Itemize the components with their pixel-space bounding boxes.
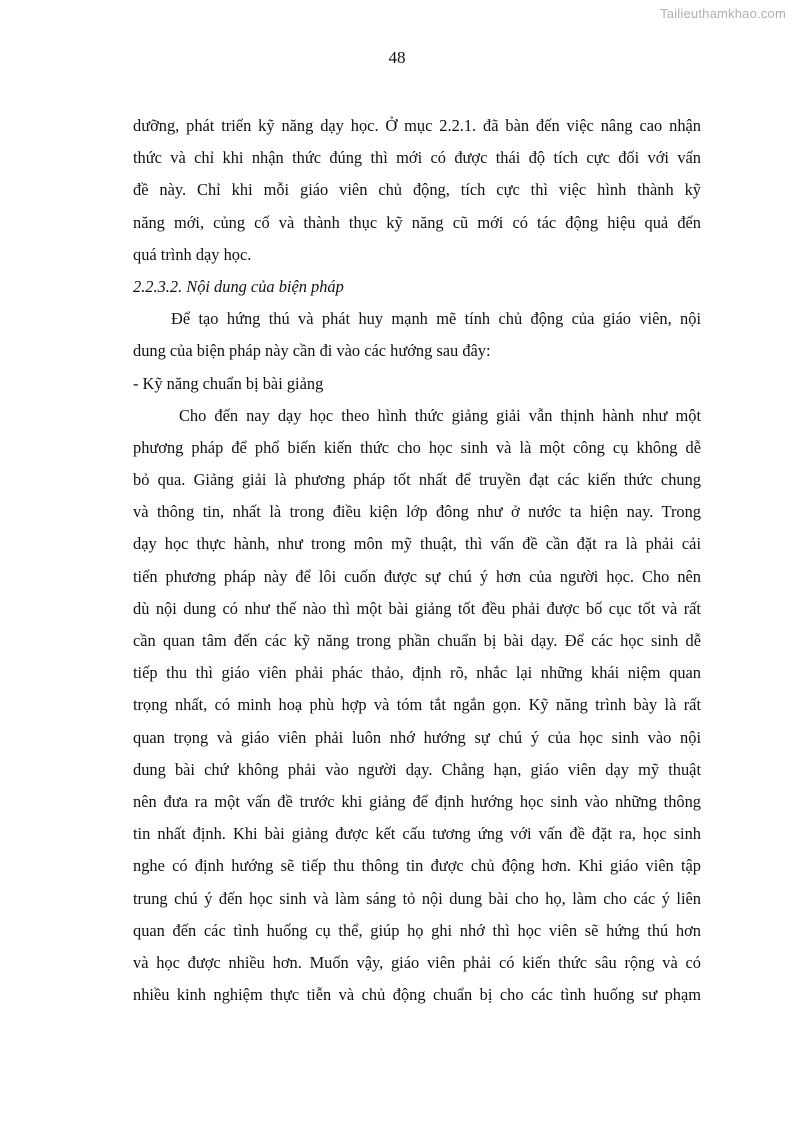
text-line: dù nội dung có như thế nào thì một bài giảng tốt đều phải được bố cục tốt và rất (133, 598, 701, 618)
list-item: - Kỹ năng chuẩn bị bài giảng (133, 373, 324, 393)
page-number: 48 (388, 48, 406, 67)
text-line: Để tạo hứng thú và phát huy mạnh mẽ tính chủ động của giáo viên, nội (171, 309, 701, 329)
text-line: quá trình dạy học. (133, 244, 252, 264)
watermark-text: Tailieuthamkhao.com (660, 6, 786, 21)
text-line: dạy học thực hành, như trong môn mỹ thuật, thì vấn đề cần đặt ra là phải cải (133, 534, 701, 554)
text-line: quan trọng và giáo viên phải luôn nhớ hướng sự chú ý của học sinh vào nội (133, 727, 701, 747)
document-body (133, 110, 701, 1011)
text-line: đề này. Chỉ khi mỗi giáo viên chủ động, tích cực thì việc hình thành kỹ (133, 180, 701, 200)
text-line: tiếp thu thì giáo viên phải phác thảo, định rõ, nhắc lại những khái niệm quan (133, 663, 701, 683)
paragraph-2 (133, 303, 701, 367)
paragraph-3 (133, 400, 701, 1012)
text-line: quan đến các tình huống cụ thể, giúp họ ghi nhớ thì học viên sẽ hứng thú hơn (133, 920, 701, 940)
text-line: Cho đến nay dạy học theo hình thức giảng giải vẫn thịnh hành như một (179, 405, 701, 425)
text-line: tin nhất định. Khi bài giảng được kết cấu tương ứng với vấn đề đặt ra, học sinh (133, 824, 701, 844)
paragraph-1 (133, 110, 701, 271)
text-line: phương pháp để phổ biến kiến thức cho học sinh và là một công cụ không dễ (133, 437, 701, 457)
text-line: và học được nhiều hơn. Muốn vậy, giáo viên phải có kiến thức sâu rộng và có (133, 952, 701, 972)
text-line: dung bài chứ không phải vào người dạy. Chẳng hạn, giáo viên dạy mỹ thuật (133, 759, 701, 779)
text-line: thức và chỉ khi nhận thức đúng thì mới có được thái độ tích cực đối với vấn (133, 148, 701, 168)
text-line: trung chú ý đến học sinh và làm sáng tỏ nội dung bài cho họ, làm cho các ý liên (133, 888, 701, 908)
text-line: và thông tin, nhất là trong điều kiện lớp đông như ở nước ta hiện nay. Trong (133, 502, 701, 522)
text-line: bỏ qua. Giảng giải là phương pháp tốt nhất để truyền đạt các kiến thức chung (133, 470, 701, 490)
text-line: dưỡng, phát triển kỹ năng dạy học. Ở mục 2.2.1. đã bàn đến việc nâng cao nhận (133, 116, 701, 135)
text-line: dung của biện pháp này cần đi vào các hướng sau đây: (133, 341, 491, 361)
text-line: nghe có định hướng sẽ tiếp thu thông tin được chủ động hơn. Khi giáo viên tập (133, 856, 701, 876)
text-line: năng mới, củng cố và thành thục kỹ năng cũ mới có tác động hiệu quả đến (133, 212, 701, 232)
text-line: trọng nhất, có minh hoạ phù hợp và tóm tắt ngắn gọn. Kỹ năng trình bày là rất (133, 695, 701, 715)
text-line: tiến phương pháp này để lôi cuốn được sự chú ý hơn của người học. Cho nên (133, 566, 701, 586)
text-line: nên đưa ra một vấn đề trước khi giảng để định hướng học sinh vào những thông (133, 791, 701, 811)
section-heading: 2.2.3.2. Nội dung của biện pháp (133, 276, 344, 296)
text-line: cần quan tâm đến các kỹ năng trong phần chuẩn bị bài dạy. Để các học sinh dễ (133, 631, 701, 650)
text-line: nhiều kinh nghiệm thực tiễn và chủ động chuẩn bị cho các tình huống sư phạm (133, 985, 701, 1005)
